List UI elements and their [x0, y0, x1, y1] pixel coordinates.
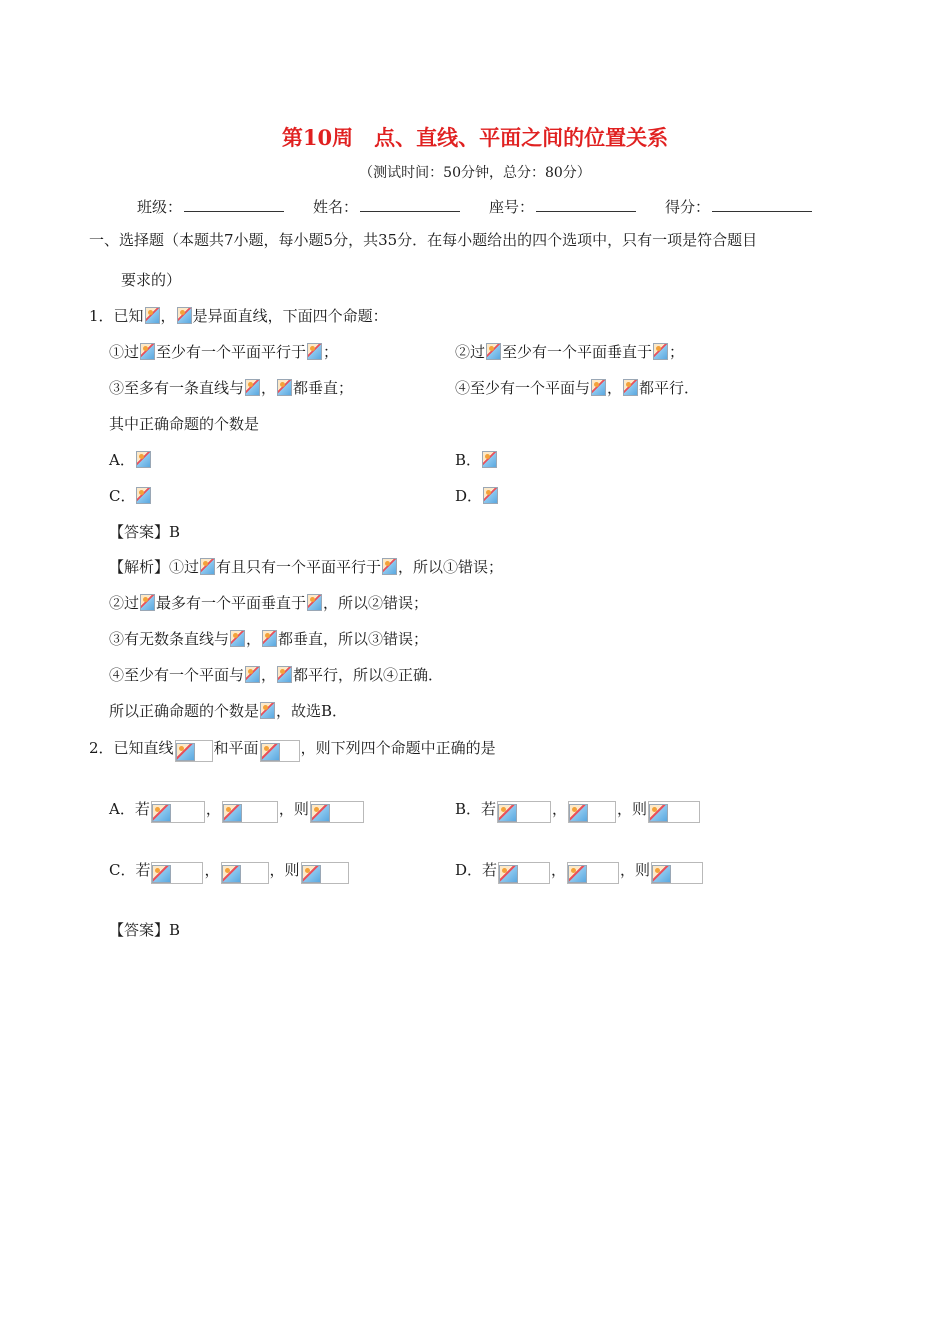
text: ，则: [620, 861, 651, 879]
formula-box: [222, 801, 278, 823]
formula-box: [568, 801, 616, 823]
q1-answer: 【答案】B: [109, 523, 181, 541]
formula-image-icon: [140, 343, 155, 360]
formula-box: [567, 862, 619, 884]
q1-analysis-4: [109, 664, 443, 686]
q1-proposition-3: [109, 377, 353, 399]
text: ，: [551, 861, 567, 879]
formula-box: [175, 740, 213, 762]
q1-stem-text: 是异面直线，下面四个命题：: [192, 307, 388, 325]
formula-box: [151, 801, 205, 823]
text: ②过: [455, 343, 486, 361]
formula-box: [301, 862, 349, 884]
field-seat-blank[interactable]: [536, 197, 636, 212]
text: 都垂直，所以③错误；: [278, 630, 429, 648]
text: ，: [607, 379, 623, 397]
text: ②过: [109, 594, 140, 612]
formula-image-icon: [136, 487, 151, 504]
text: 最多有一个平面垂直于: [156, 594, 307, 612]
q1-stem: [89, 305, 388, 327]
field-score-blank[interactable]: [712, 197, 812, 212]
formula-image-icon: [245, 666, 260, 683]
q1-proposition-4: [455, 377, 699, 399]
text: ，故选B．: [276, 702, 348, 720]
field-class-label: 班级：: [137, 198, 183, 216]
formula-image-icon: [152, 865, 171, 883]
option-label: D．若: [455, 861, 498, 879]
q1-analysis-5: [109, 700, 347, 722]
text: ；: [323, 343, 339, 361]
field-seat: [489, 196, 636, 218]
formula-image-icon: [145, 307, 160, 324]
q2-option-a[interactable]: [109, 798, 365, 823]
formula-box: [151, 862, 203, 884]
formula-image-icon: [245, 379, 260, 396]
formula-image-icon: [177, 307, 192, 324]
q2-answer: 【答案】B: [109, 921, 181, 939]
formula-image-icon: [260, 702, 275, 719]
field-class-blank[interactable]: [184, 197, 284, 212]
formula-image-icon: [311, 804, 330, 822]
q1-analysis-1: [109, 556, 503, 578]
formula-image-icon: [277, 666, 292, 683]
option-label: C．: [109, 487, 136, 505]
formula-image-icon: [262, 630, 277, 647]
formula-image-icon: [302, 865, 321, 883]
formula-image-icon: [140, 594, 155, 611]
text: ①过: [109, 343, 140, 361]
option-label: A．若: [109, 800, 150, 818]
formula-image-icon: [649, 804, 668, 822]
text: ③有无数条直线与: [109, 630, 230, 648]
q2-stem: [89, 737, 496, 762]
formula-image-icon: [230, 630, 245, 647]
formula-box: [651, 862, 703, 884]
q2-option-b[interactable]: [455, 798, 701, 823]
q1-prompt: 其中正确命题的个数是: [109, 415, 260, 433]
formula-image-icon: [486, 343, 501, 360]
section-heading-cont: 要求的）: [121, 271, 182, 289]
field-score: [665, 196, 812, 218]
text: ，: [246, 630, 262, 648]
formula-image-icon: [653, 343, 668, 360]
field-seat-label: 座号：: [489, 198, 535, 216]
text: 所以正确命题的个数是: [109, 702, 260, 720]
field-name-blank[interactable]: [360, 197, 460, 212]
text: 都平行，所以④正确．: [293, 666, 444, 684]
text: ，所以①错误；: [398, 558, 504, 576]
formula-image-icon: [623, 379, 638, 396]
text: 至少有一个平面垂直于: [502, 343, 653, 361]
q1-stem-text: ，: [160, 307, 176, 325]
page-title: 第10周 点、直线、平面之间的位置关系: [281, 125, 669, 150]
formula-image-icon: [176, 743, 195, 761]
q1-option-c[interactable]: [109, 485, 152, 507]
formula-image-icon: [569, 804, 588, 822]
text: ，则: [269, 861, 300, 879]
text: 【解析】①过: [109, 558, 200, 576]
q1-analysis-2: [109, 592, 428, 614]
formula-image-icon: [482, 451, 497, 468]
formula-image-icon: [568, 865, 587, 883]
field-name: [313, 196, 460, 218]
formula-box: [497, 801, 551, 823]
formula-image-icon: [223, 804, 242, 822]
page-subtitle: （测试时间：50分钟，总分：80分）: [359, 165, 591, 181]
text: ，: [552, 800, 568, 818]
formula-image-icon: [483, 487, 498, 504]
formula-image-icon: [652, 865, 671, 883]
formula-box: [260, 740, 300, 762]
text: 2．已知直线: [89, 739, 174, 757]
text: 有且只有一个平面平行于: [216, 558, 382, 576]
text: ，: [261, 666, 277, 684]
formula-image-icon: [307, 594, 322, 611]
text: ④至少有一个平面与: [455, 379, 591, 397]
field-name-label: 姓名：: [313, 198, 359, 216]
q1-option-b[interactable]: [455, 449, 498, 471]
option-label: C．若: [109, 861, 151, 879]
text: 都垂直；: [293, 379, 354, 397]
text: 和平面: [213, 739, 259, 757]
option-label: B．若: [455, 800, 497, 818]
formula-box: [498, 862, 550, 884]
text: ，: [204, 861, 220, 879]
formula-image-icon: [261, 743, 280, 761]
text: ；: [669, 343, 685, 361]
formula-image-icon: [498, 804, 517, 822]
q1-stem-text: 1．已知: [89, 307, 144, 325]
field-class: [137, 196, 284, 218]
formula-box: [310, 801, 364, 823]
q1-analysis-3: [109, 628, 428, 650]
text: ④至少有一个平面与: [109, 666, 245, 684]
q1-proposition-1: [109, 341, 338, 363]
section-heading: 一、选择题（本题共7小题，每小题5分，共35分．在每小题给出的四个选项中，只有一项是符合题目: [89, 231, 758, 249]
formula-box: [221, 862, 269, 884]
text: ，则下列四个命题中正确的是: [300, 739, 496, 757]
q1-option-a[interactable]: [109, 449, 152, 471]
formula-image-icon: [277, 379, 292, 396]
formula-image-icon: [136, 451, 151, 468]
formula-image-icon: [499, 865, 518, 883]
q2-option-d[interactable]: [455, 859, 704, 884]
formula-box: [648, 801, 700, 823]
formula-image-icon: [200, 558, 215, 575]
formula-image-icon: [591, 379, 606, 396]
q1-option-d[interactable]: [455, 485, 499, 507]
q1-proposition-2: [455, 341, 684, 363]
text: 都平行．: [639, 379, 700, 397]
text: ，: [205, 800, 221, 818]
text: ③至多有一条直线与: [109, 379, 245, 397]
formula-image-icon: [222, 865, 241, 883]
formula-image-icon: [152, 804, 171, 822]
text: 至少有一个平面平行于: [156, 343, 307, 361]
option-label: D．: [455, 487, 483, 505]
option-label: B．: [455, 451, 482, 469]
text: ，: [261, 379, 277, 397]
option-label: A．: [109, 451, 135, 469]
text: ，则: [617, 800, 648, 818]
formula-image-icon: [382, 558, 397, 575]
text: ，所以②错误；: [323, 594, 429, 612]
text: ，则: [278, 800, 309, 818]
field-score-label: 得分：: [665, 198, 711, 216]
formula-image-icon: [307, 343, 322, 360]
q2-option-c[interactable]: [109, 859, 350, 884]
